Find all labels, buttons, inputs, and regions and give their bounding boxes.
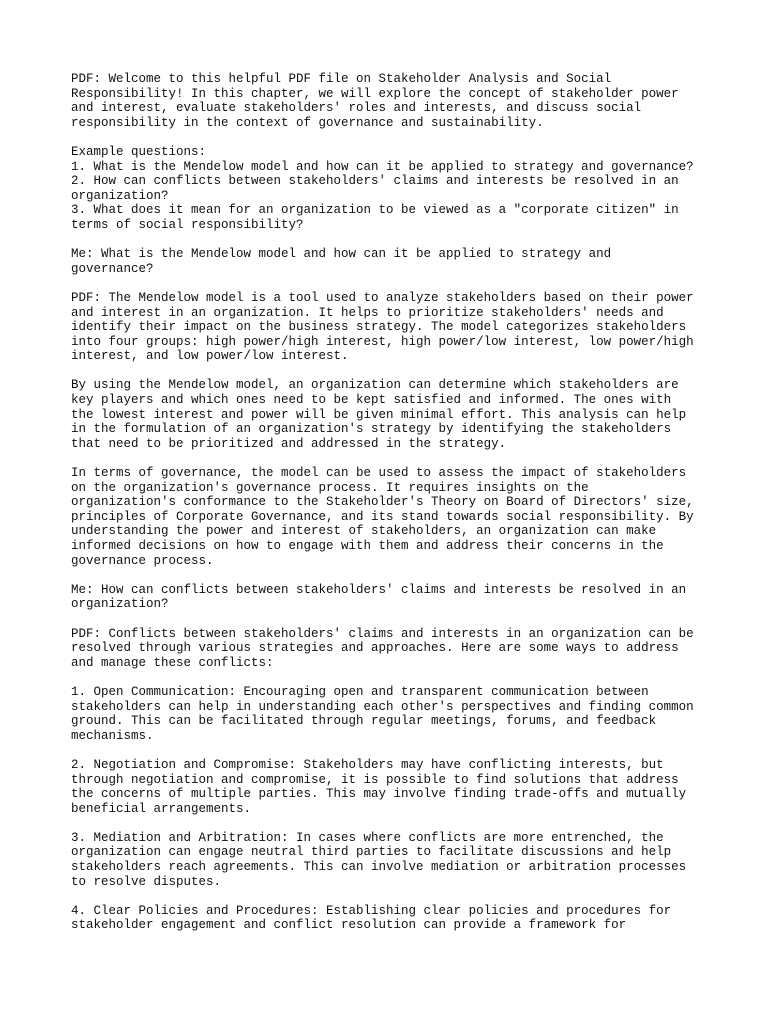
text-line: organization? <box>71 597 169 612</box>
text-line: organization? <box>71 188 169 203</box>
text-line: 3. What does it mean for an organization to be viewed as a "corporate citizen" in <box>71 203 679 218</box>
paragraph <box>71 466 711 568</box>
paragraph <box>71 378 711 451</box>
text-line: 3. Mediation and Arbitration: In cases where conflicts are more entrenched, the <box>71 830 664 845</box>
text-line: 4. Clear Policies and Procedures: Establishing clear policies and procedures for <box>71 903 672 918</box>
text-line: in the formulation of an organization's strategy by identifying the stakeholders <box>71 422 672 437</box>
text-line: responsibility in the context of governance and sustainability. <box>71 115 544 130</box>
text-line: resolved through various strategies and approaches. Here are some ways to address <box>71 641 679 656</box>
text-line: 1. Open Communication: Encouraging open and transparent communication between <box>71 684 649 699</box>
text-line: to resolve disputes. <box>71 874 222 889</box>
text-line: that need to be prioritized and addressed in the strategy. <box>71 436 507 451</box>
text-line: PDF: Conflicts between stakeholders' claims and interests in an organization can be <box>71 626 694 641</box>
text-line: terms of social responsibility? <box>71 217 304 232</box>
paragraph <box>71 758 711 816</box>
text-line: principles of Corporate Governance, and its stand towards social responsibility. By <box>71 509 694 524</box>
paragraph <box>71 685 711 743</box>
paragraph <box>71 627 711 671</box>
text-line: Me: How can conflicts between stakeholders' claims and interests be resolved in an <box>71 582 687 597</box>
text-line: PDF: The Mendelow model is a tool used to analyze stakeholders based on their power <box>71 290 694 305</box>
text-line: mechanisms. <box>71 728 154 743</box>
text-line: and manage these conflicts: <box>71 655 274 670</box>
text-line: stakeholders can help in understanding each other's perspectives and finding common <box>71 699 694 714</box>
text-line: stakeholder engagement and conflict resolution can provide a framework for <box>71 918 627 933</box>
text-line: interest, and low power/low interest. <box>71 349 349 364</box>
text-line: 1. What is the Mendelow model and how can it be applied to strategy and governance? <box>71 159 694 174</box>
text-line: 2. How can conflicts between stakeholders' claims and interests be resolved in an <box>71 174 679 189</box>
text-line: governance process. <box>71 553 214 568</box>
text-line: PDF: Welcome to this helpful PDF file on Stakeholder Analysis and Social <box>71 72 612 86</box>
text-line: stakeholders reach agreements. This can involve mediation or arbitration processes <box>71 860 687 875</box>
paragraph <box>71 583 711 612</box>
text-line: In terms of governance, the model can be used to assess the impact of stakeholders <box>71 466 687 481</box>
text-line: 2. Negotiation and Compromise: Stakeholders may have conflicting interests, but <box>71 757 664 772</box>
text-line: Me: What is the Mendelow model and how can it be applied to strategy and <box>71 247 612 262</box>
text-line: and interest in an organization. It helps to prioritize stakeholders' needs and <box>71 305 664 320</box>
paragraph <box>71 145 711 233</box>
text-line: organization's conformance to the Stakeholder's Theory on Board of Directors' size, <box>71 495 694 510</box>
document-body <box>71 72 711 948</box>
text-line: organization can engage neutral third parties to facilitate discussions and help <box>71 845 672 860</box>
text-line: Responsibility! In this chapter, we will explore the concept of stakeholder power <box>71 86 679 101</box>
paragraph <box>71 72 711 130</box>
text-line: ground. This can be facilitated through regular meetings, forums, and feedback <box>71 714 657 729</box>
paragraph <box>71 904 711 933</box>
text-line: through negotiation and compromise, it is possible to find solutions that address <box>71 772 679 787</box>
text-line: identify their impact on the business strategy. The model categorizes stakeholders <box>71 320 687 335</box>
text-line: By using the Mendelow model, an organization can determine which stakeholders are <box>71 378 679 393</box>
paragraph <box>71 291 711 364</box>
text-line: Example questions: <box>71 144 207 159</box>
paragraph <box>71 831 711 889</box>
paragraph <box>71 247 711 276</box>
text-line: understanding the power and interest of stakeholders, an organization can make <box>71 524 657 539</box>
text-line: the lowest interest and power will be given minimal effort. This analysis can help <box>71 407 687 422</box>
text-line: governance? <box>71 261 154 276</box>
text-line: on the organization's governance process. It requires insights on the <box>71 480 589 495</box>
text-line: the concerns of multiple parties. This may involve finding trade-offs and mutually <box>71 787 687 802</box>
text-line: into four groups: high power/high interest, high power/low interest, low power/high <box>71 334 694 349</box>
text-line: beneficial arrangements. <box>71 801 252 816</box>
text-line: informed decisions on how to engage with them and address their concerns in the <box>71 539 664 553</box>
text-line: key players and which ones need to be kept satisfied and informed. The ones with <box>71 393 672 408</box>
text-line: and interest, evaluate stakeholders' roles and interests, and discuss social <box>71 101 642 116</box>
